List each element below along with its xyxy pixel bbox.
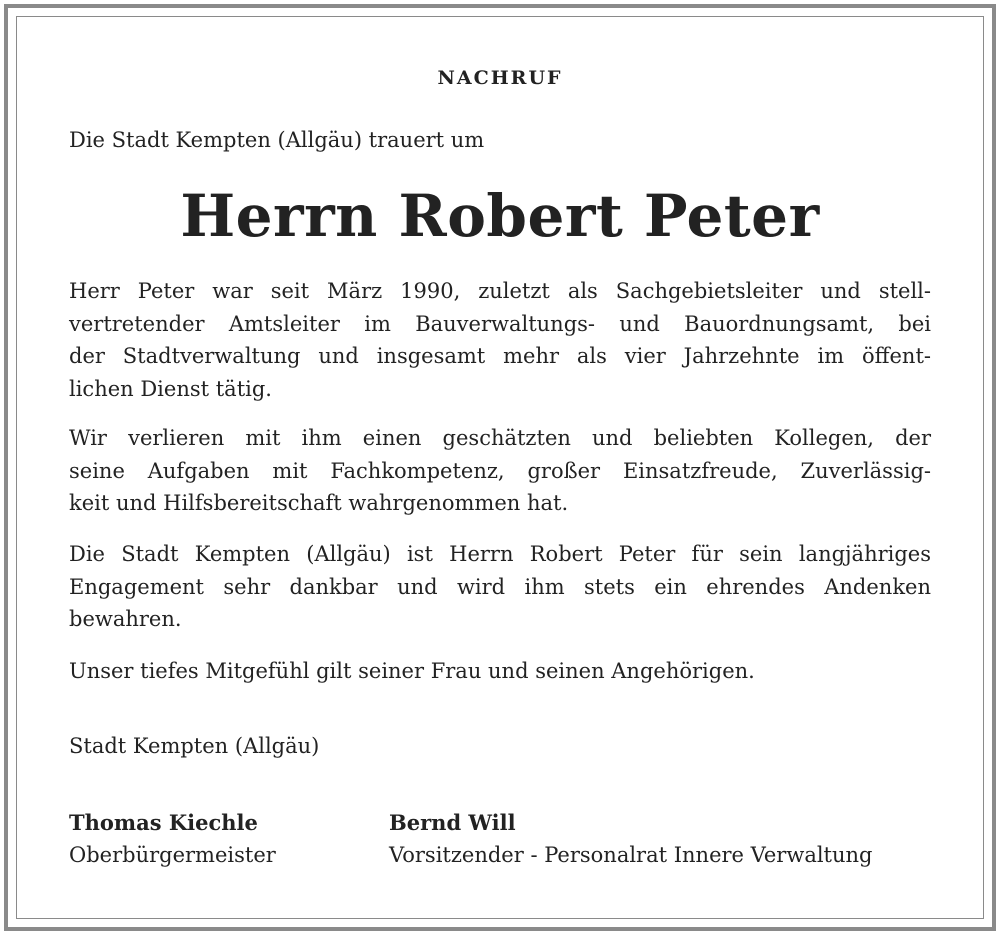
paragraph-line: keit und Hilfsbereitschaft wahrgenommen hat.	[69, 491, 569, 515]
paragraph-career	[69, 275, 931, 405]
paragraph-line: der Stadtverwaltung und insgesamt mehr als vier Jahrzehnte im öffent-	[69, 344, 931, 368]
paragraph-line: Unser tiefes Mitgefühl gilt seiner Frau und seinen Angehörigen.	[69, 659, 755, 683]
paragraph-tribute	[69, 422, 931, 520]
closing-signature: Stadt Kempten (Allgäu)	[69, 734, 320, 758]
deceased-name: Herrn Robert Peter	[180, 182, 820, 250]
signatory-council	[389, 806, 873, 872]
paragraph-line: seine Aufgaben mit Fachkompetenz, großer Einsatzfreude, Zuverlässig-	[69, 458, 931, 483]
signatory-role: Oberbürgermeister	[69, 843, 276, 867]
paragraph-gratitude	[69, 538, 931, 636]
signatory-name: Bernd Will	[389, 810, 516, 835]
signatory-mayor	[69, 806, 276, 872]
intro-text: Die Stadt Kempten (Allgäu) trauert um	[69, 128, 485, 152]
paragraph-condolence	[69, 655, 931, 688]
paragraph-line: Die Stadt Kempten (Allgäu) ist Herrn Robert Peter für sein langjähriges	[69, 542, 931, 566]
paragraph-line: Wir verlieren mit ihm einen geschätzten und beliebten Kollegen, der	[69, 426, 931, 450]
paragraph-line: Engagement sehr dankbar und wird ihm stets ein ehrendes Andenken	[69, 574, 931, 599]
paragraph-line: Herr Peter war seit März 1990, zuletzt als Sachgebietsleiter und stell-	[69, 279, 931, 303]
paragraph-line: lichen Dienst tätig.	[69, 376, 272, 401]
signatory-role: Vorsitzender - Personalrat Innere Verwaltung	[389, 843, 873, 867]
signatory-name: Thomas Kiechle	[69, 810, 258, 835]
notice-heading: NACHRUF	[437, 67, 563, 89]
paragraph-line: bewahren.	[69, 607, 182, 631]
paragraph-line: vertretender Amtsleiter im Bauverwaltungs- und Bauordnungsamt, bei	[69, 311, 931, 336]
